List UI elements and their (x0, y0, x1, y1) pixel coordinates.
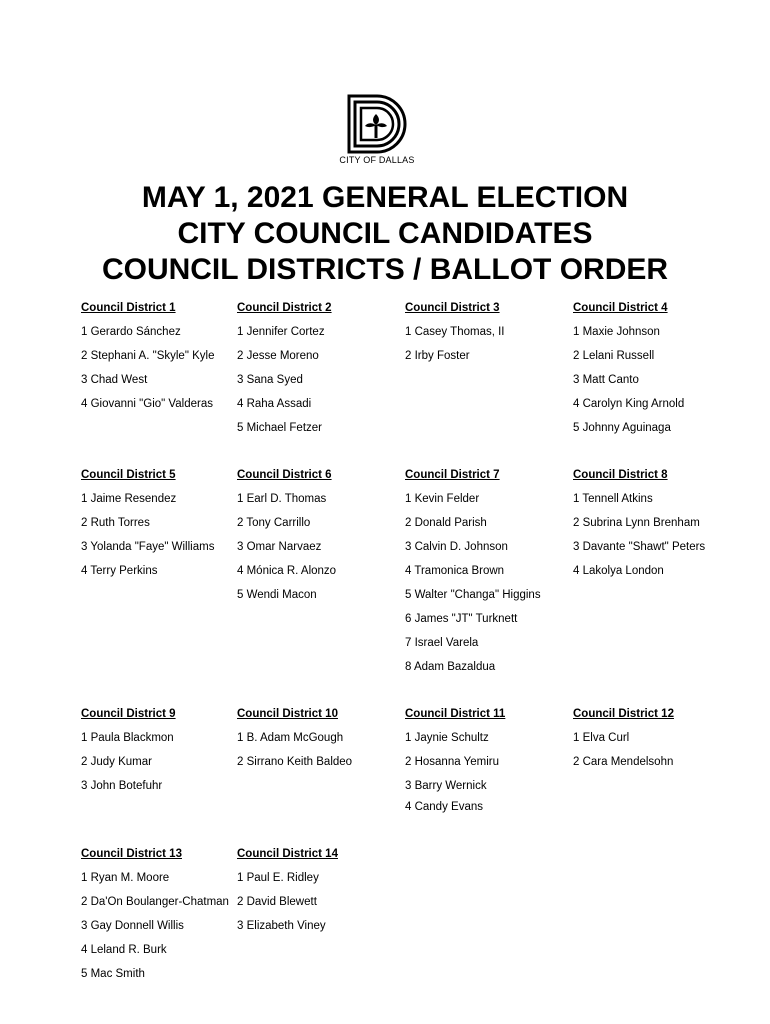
candidate: 1 Jaime Resendez (81, 493, 177, 505)
title-line-1: MAY 1, 2021 GENERAL ELECTION (141, 181, 629, 214)
district-6 (237, 466, 336, 610)
candidate: 1 Tennell Atkins (573, 493, 653, 505)
city-of-dallas-logo (335, 94, 419, 170)
district-heading: Council District 3 (405, 302, 500, 314)
candidate: 6 James "JT" Turknett (405, 613, 518, 625)
candidate: 1 Gerardo Sánchez (81, 326, 181, 338)
candidate: 1 Maxie Johnson (573, 326, 660, 338)
candidate: 1 Paula Blackmon (81, 732, 174, 744)
candidate: 2 Cara Mendelsohn (573, 756, 674, 768)
candidate: 1 Earl D. Thomas (237, 493, 327, 505)
candidate: 4 Tramonica Brown (405, 565, 505, 577)
candidate: 3 Omar Narvaez (237, 541, 322, 553)
candidate: 3 Yolanda "Faye" Williams (81, 541, 215, 553)
candidate: 1 Jaynie Schultz (405, 732, 489, 744)
district-heading: Council District 2 (237, 302, 332, 314)
title-line-2: CITY COUNCIL CANDIDATES (177, 217, 593, 250)
candidate: 1 Casey Thomas, II (405, 326, 505, 338)
candidate: 1 B. Adam McGough (237, 732, 344, 744)
candidate: 8 Adam Bazaldua (405, 661, 496, 673)
candidate: 4 Carolyn King Arnold (573, 398, 685, 410)
candidate: 1 Jennifer Cortez (237, 326, 325, 338)
district-14 (237, 845, 338, 941)
candidate: 3 Matt Canto (573, 374, 639, 386)
district-12 (573, 705, 674, 777)
candidate: 2 Lelani Russell (573, 350, 655, 362)
candidate: 2 Irby Foster (405, 350, 470, 362)
candidate: 4 Lakolya London (573, 565, 664, 577)
candidate: 3 Sana Syed (237, 374, 303, 386)
candidate: 2 Hosanna Yemiru (405, 756, 499, 768)
candidate: 5 Walter "Changa" Higgins (405, 589, 541, 601)
district-10 (237, 705, 352, 777)
district-heading: Council District 1 (81, 302, 176, 314)
district-heading: Council District 11 (405, 708, 506, 720)
district-11 (405, 705, 505, 818)
candidate: 4 Leland R. Burk (81, 944, 167, 956)
candidate: 4 Mónica R. Alonzo (237, 565, 337, 577)
candidate: 5 Wendi Macon (237, 589, 317, 601)
district-13 (81, 845, 229, 989)
district-5 (81, 466, 214, 586)
candidate: 2 Tony Carrillo (237, 517, 311, 529)
candidate: 2 Judy Kumar (81, 756, 152, 768)
candidate: 1 Ryan M. Moore (81, 872, 170, 884)
district-heading: Council District 14 (237, 848, 338, 860)
candidate: 5 Michael Fetzer (237, 422, 323, 434)
candidate: 7 Israel Varela (405, 637, 479, 649)
candidate: 1 Elva Curl (573, 732, 630, 744)
district-2 (237, 299, 332, 443)
candidate: 2 Subrina Lynn Brenham (573, 517, 700, 529)
district-9 (81, 705, 176, 801)
district-8 (573, 466, 705, 586)
district-heading: Council District 9 (81, 708, 176, 720)
candidate: 2 Donald Parish (405, 517, 487, 529)
district-7 (405, 466, 541, 682)
district-heading: Council District 5 (81, 469, 176, 481)
district-heading: Council District 13 (81, 848, 182, 860)
candidate: 3 Davante "Shawt" Peters (573, 541, 706, 553)
candidate: 3 John Botefuhr (81, 780, 163, 792)
candidate: 2 Jesse Moreno (237, 350, 319, 362)
candidate: 4 Terry Perkins (81, 565, 158, 577)
candidate: 2 Stephani A. "Skyle" Kyle (81, 350, 215, 362)
candidate: 4 Candy Evans (405, 801, 483, 813)
district-3 (405, 299, 505, 371)
candidate: 2 Sirrano Keith Baldeo (237, 756, 353, 768)
candidate: 3 Calvin D. Johnson (405, 541, 508, 553)
candidate: 4 Giovanni "Gio" Valderas (81, 398, 213, 410)
candidate: 4 Raha Assadi (237, 398, 312, 410)
title-line-3: COUNCIL DISTRICTS / BALLOT ORDER (101, 253, 669, 286)
candidate: 2 David Blewett (237, 896, 317, 908)
dallas-d-icon (347, 94, 407, 154)
district-heading: Council District 8 (573, 469, 668, 481)
candidate: 3 Elizabeth Viney (237, 920, 326, 932)
district-heading: Council District 7 (405, 469, 500, 481)
candidate: 3 Chad West (81, 374, 148, 386)
district-heading: Council District 10 (237, 708, 338, 720)
candidate: 2 Da'On Boulanger-Chatman (81, 896, 229, 908)
candidate: 1 Kevin Felder (405, 493, 480, 505)
district-heading: Council District 12 (573, 708, 674, 720)
candidate: 3 Gay Donnell Willis (81, 920, 184, 932)
district-1 (81, 299, 214, 419)
candidate: 5 Mac Smith (81, 968, 145, 980)
district-heading: Council District 6 (237, 469, 332, 481)
page-title (0, 180, 770, 288)
district-heading: Council District 4 (573, 302, 668, 314)
candidate: 5 Johnny Aguinaga (573, 422, 671, 434)
logo-caption: CITY OF DALLAS (339, 155, 415, 165)
district-4 (573, 299, 684, 443)
candidate: 3 Barry Wernick (405, 780, 487, 792)
candidate: 2 Ruth Torres (81, 517, 150, 529)
candidate: 1 Paul E. Ridley (237, 872, 319, 884)
